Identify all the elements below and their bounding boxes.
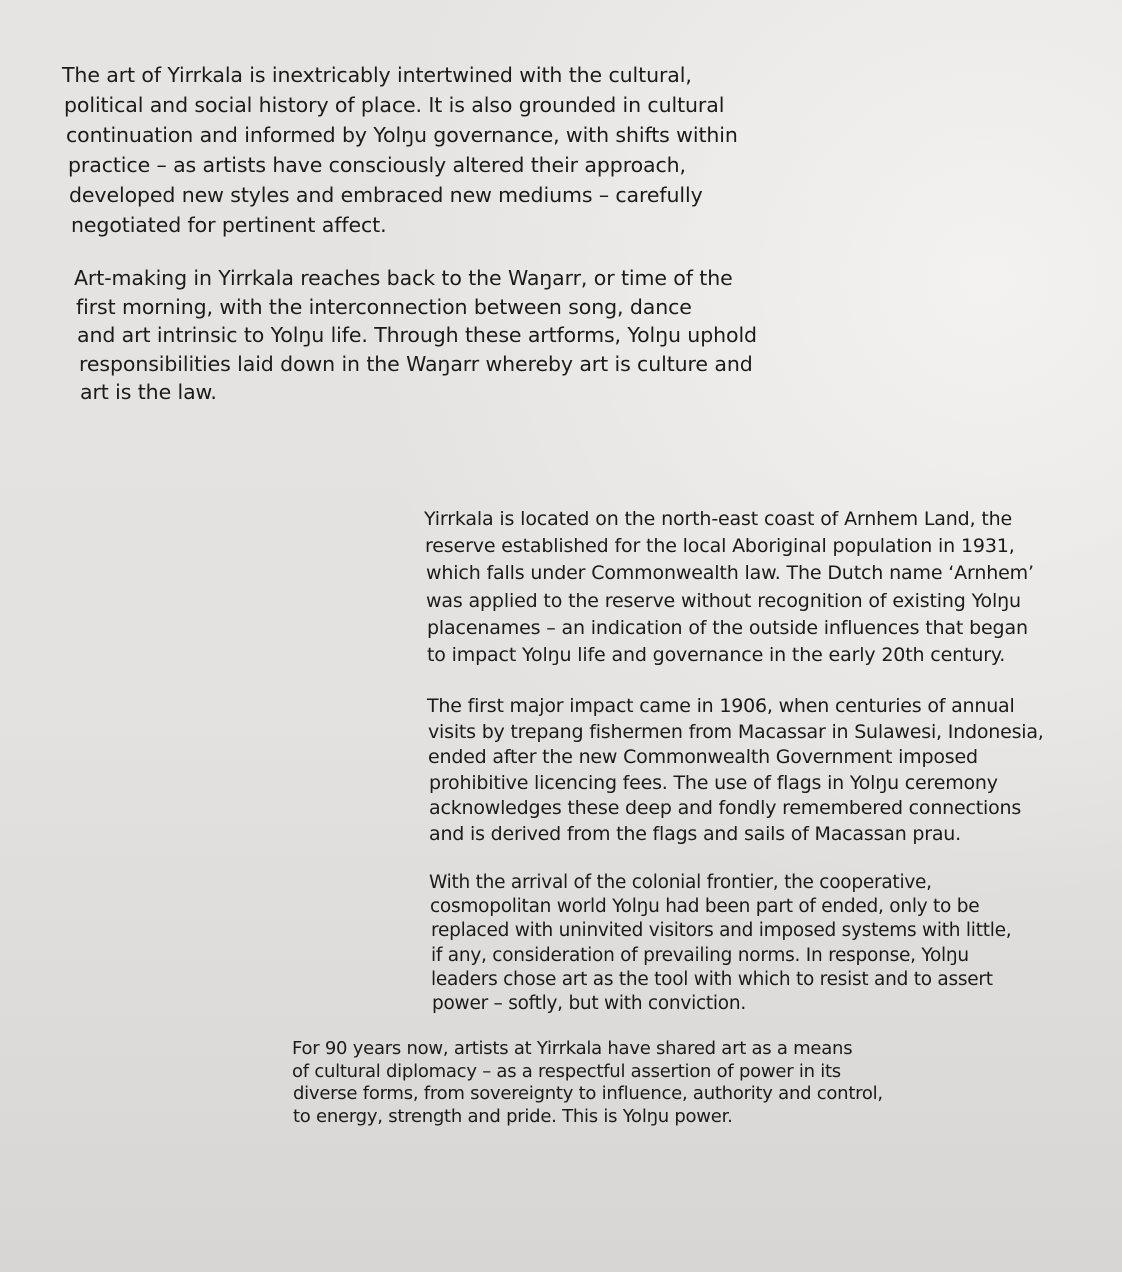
text-line: prohibitive licencing fees. The use of flags in Yolŋu ceremony <box>429 771 998 794</box>
text-line: With the arrival of the colonial frontier, the cooperative, <box>429 872 932 893</box>
text-line: Art-making in Yirrkala reaches back to the Waŋarr, or time of the <box>74 266 733 290</box>
text-line: ended after the new Commonwealth Government imposed <box>428 746 978 768</box>
text-line: developed new styles and embraced new mediums – carefully <box>69 183 703 207</box>
text-line: placenames – an indication of the outside influences that began <box>427 616 1028 639</box>
text-line: to energy, strength and pride. This is Yolŋu power. <box>293 1105 733 1127</box>
text-line: art is the law. <box>80 380 217 404</box>
text-line: which falls under Commonwealth law. The Dutch name ‘Arnhem’ <box>426 562 1034 585</box>
text-line: political and social history of place. It is also grounded in cultural <box>64 93 725 117</box>
text-line: continuation and informed by Yolŋu governance, with shifts within <box>66 123 738 147</box>
text-line: to impact Yolŋu life and governance in the early 20th century. <box>427 644 1006 667</box>
text-line: The art of Yirrkala is inextricably intertwined with the cultural, <box>62 63 692 87</box>
text-line: and art intrinsic to Yolŋu life. Through these artforms, Yolŋu uphold <box>77 323 757 347</box>
text-line: negotiated for pertinent affect. <box>71 213 387 237</box>
text-line: visits by trepang fishermen from Macassar in Sulawesi, Indonesia, <box>428 720 1044 743</box>
paragraph-art-of-yirrkala <box>62 60 738 240</box>
text-line: acknowledges these deep and fondly remembered connections <box>429 797 1022 819</box>
paragraph-colonial-frontier <box>429 871 1012 1016</box>
text-line: was applied to the reserve without recognition of existing Yolŋu <box>426 589 1021 612</box>
text-line: practice – as artists have consciously altered their approach, <box>68 153 686 177</box>
paragraph-first-major-impact <box>427 694 1043 847</box>
text-line: replaced with uninvited visitors and imposed systems with little, <box>431 920 1012 942</box>
paragraph-location <box>424 506 1032 669</box>
text-line: cosmopolitan world Yolŋu had been part of ended, only to be <box>430 896 980 918</box>
paragraph-yolngu-power <box>292 1038 882 1128</box>
text-line: The first major impact came in 1906, when centuries of annual <box>427 695 1015 717</box>
text-line: For 90 years now, artists at Yirrkala have shared art as a means <box>292 1038 853 1059</box>
text-line: power – softly, but with conviction. <box>432 993 746 1015</box>
text-line: Yirrkala is located on the north-east coast of Arnhem Land, the <box>424 508 1013 530</box>
text-line: of cultural diplomacy – as a respectful assertion of power in its <box>292 1060 841 1082</box>
text-line: first morning, with the interconnection between song, dance <box>76 294 692 319</box>
text-line: if any, consideration of prevailing norms. In response, Yolŋu <box>431 944 969 966</box>
text-line: responsibilities laid down in the Waŋarr whereby art is culture and <box>79 351 753 376</box>
text-line: leaders chose art as the tool with which to resist and to assert <box>431 968 993 990</box>
text-line: reserve established for the local Aboriginal population in 1931, <box>425 535 1015 558</box>
text-line: diverse forms, from sovereignty to influence, authority and control, <box>293 1083 883 1104</box>
paragraph-art-making <box>74 264 757 407</box>
text-line: and is derived from the flags and sails of Macassan prau. <box>429 822 961 845</box>
